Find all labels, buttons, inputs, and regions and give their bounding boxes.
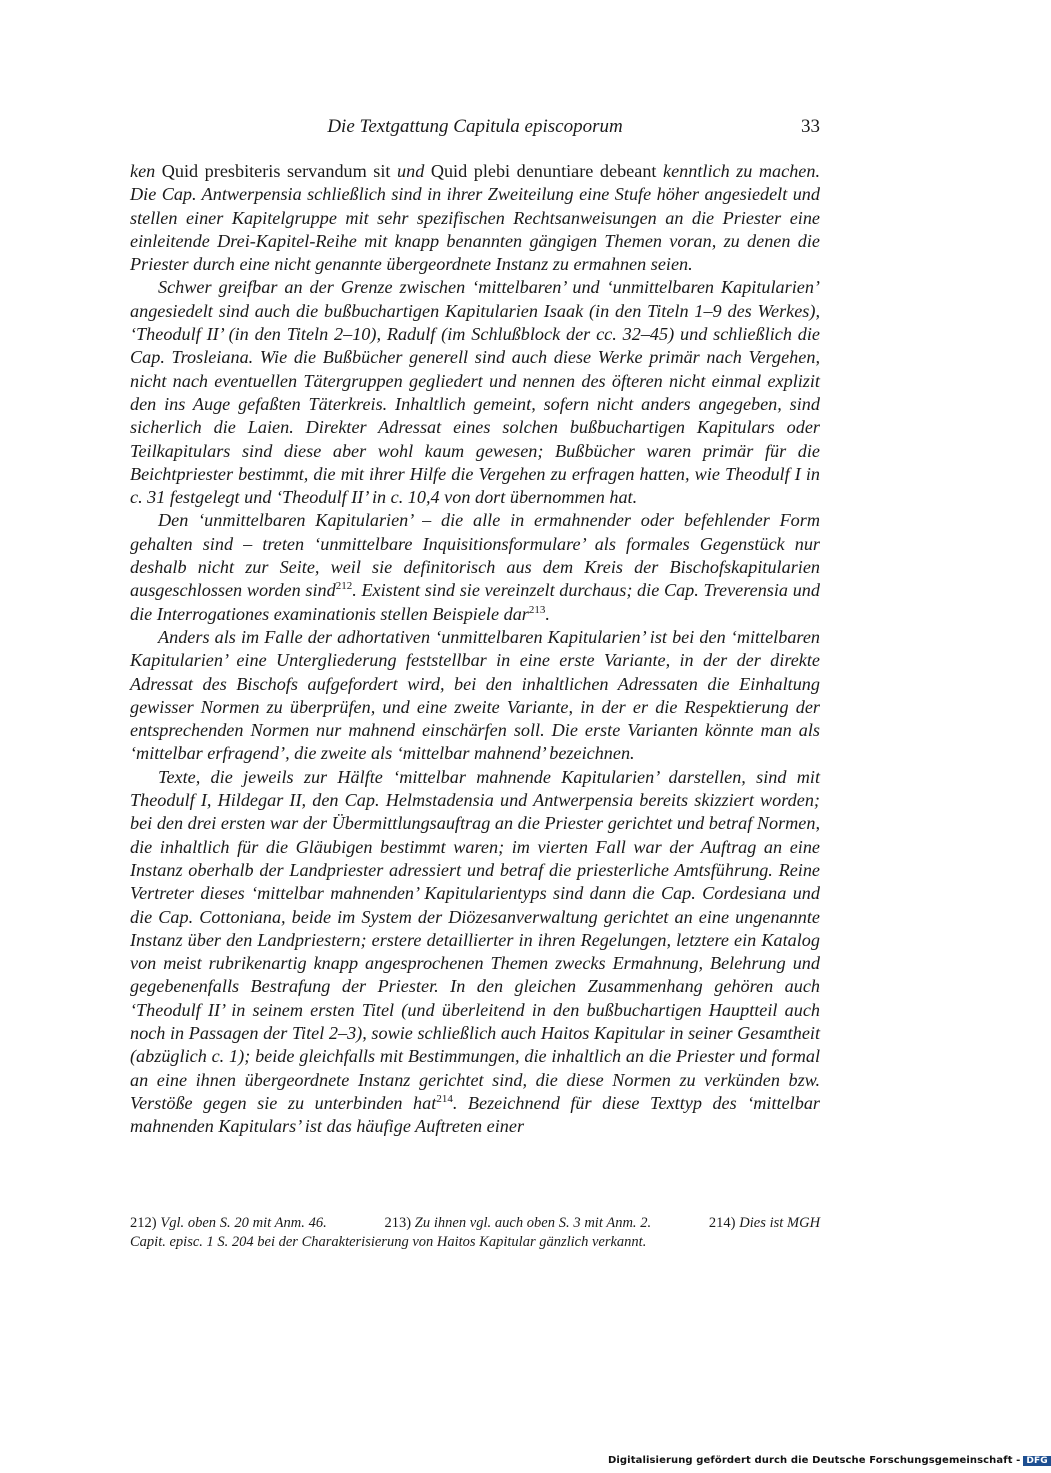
- text-run: Quid presbiteris servandum sit: [155, 161, 398, 181]
- paragraph: [130, 160, 820, 276]
- text-run: Quid plebi denuntiare debeant: [424, 161, 663, 181]
- footnotes: [130, 1214, 820, 1252]
- text-run: kenntlich zu machen. Die Cap. Antwerpensia schließlich sind in ihrer Zweiteilung eine Stufe höher angesiedelt und stellen einer Kapitelgruppe mit sehr spezifischen Rechtsanweisungen an die Priester eine einleitende Drei-Kapitel-Reihe mit knapp benannten gängigen Themen voran, zu denen die Priester durch eine nicht genannte übergeordnete Instanz zu ermahnen seien.: [130, 161, 820, 275]
- text-run: .: [545, 603, 550, 624]
- paragraph: [130, 509, 820, 625]
- body-text: [130, 160, 820, 1138]
- footnote-text: Zu ihnen vgl. auch oben S. 3 mit Anm. 2.: [414, 1215, 652, 1231]
- text-run: Anders als im Falle der adhortativen ‘unmittelbaren Kapitularien’ ist bei den ‘mittelbaren Kapitularien’ eine Untergliederung feststellbar in eine erste Variante, in der der direkte Adressat des Bischofs aufgefordert wird, bei den inhaltlichen Adressaten die Einhaltung gewisser Normen zu überprüfen, und eine zweite Variante, in der er die Respektierung der entsprechenden Normen nur mahnend einschärfen soll. Die erste Varianten könnte man als ‘mittelbar erfragend’, die zweite als ‘mittelbar mahnend’ bezeichnen.: [130, 626, 820, 764]
- footnote-ref: 213: [528, 603, 546, 616]
- paragraph: [130, 626, 820, 766]
- text-run: Den ‘unmittelbaren Kapitularien’ – die alle in ermahnender oder befehlender Form gehalten sind – treten ‘unmittelbare Inquisitionsformulare’ als formales Gegenstück nur deshalb nicht zur Seite, weil sie definitorisch aus dem Kreis der Bischofskapitularien ausgeschlossen worden sind: [130, 510, 820, 601]
- text-run: Texte, die jeweils zur Hälfte ‘mittelbar mahnende Kapitularien’ darstellen, sind mit Theodulf I, Hildegar II, den Cap. Helmstadensia und Antwerpensia bereits skizziert worden; bei den drei ersten war der Übermittlungsauftrag an die Priester gerichtet und betraf Normen, die inhaltlich für die Gläubigen bestimmt waren; im vierten Fall war der Auftrag an eine Instanz oberhalb der Landpriester adressiert und betraf die priesterliche Amtsführung. Reine Vertreter dieses ‘mittelbar mahnenden’ Kapitularientyps sind dann die Cap. Cordesiana und die Cap. Cottoniana, beide im System der Diözesanverwaltung gerichtet an eine ungenannte Instanz über den Landpriestern; erstere detaillierter in ihren Regelungen, letztere ein Katalog von meist rubrikenartig knapp angesprochenen Themen zwecks Ermahnung, Belehrung und gegebenenfalls Bestrafung der Priester. In den gleichen Zusammenhang gehören auch ‘Theodulf II’ in seinem ersten Titel (und überleitend in den bußbuchartigen Hauptteil auch noch in Passagen der Titel 2–3), sowie schließlich auch Haitos Kapitular in seiner Gesamtheit (abzüglich c. 1); beide gleichfalls mit Bestimmungen, die inhaltlich an die Priester und formal an eine ihnen übergeordnete Instanz gerichtet sind, die diese Normen zu verkünden bzw. Verstöße gegen sie zu unterbinden hat: [130, 766, 820, 1113]
- text-run: und: [397, 161, 425, 181]
- text-run: Schwer greifbar an der Grenze zwischen ‘mittelbaren’ und ‘unmittelbaren Kapitularien’ angesiedelt sind auch die bußbuchartigen Kapitularien Isaak (in den Titeln 1–9 des Werkes), ‘Theodulf II’ (in den Titeln 2–10), Radulf (im Schlußblock der cc. 32–45) und schließlich die Cap. Trosleiana. Wie die Bußbücher generell sind auch diese Werke primär nach Vergehen, nicht nach eventuellen Tätergruppen gegliedert und nennen des öfteren nicht einmal explizit den ins Auge gefaßten Täterkreis. Inhaltlich gemeint, sofern nicht anders angegeben, sind sicherlich die Laien. Direkter Adressat eines solchen bußbuchartigen Kapitulars oder Teilkapitulars sind diese aber wohl kaum gewesen; Bußbücher waren primär für die Beichtpriester bestimmt, die mit ihrer Hilfe die Vergehen zu erfragen hatten, wie Theodulf I in c. 31 festgelegt und ‘Theodulf II’ in c. 10,4 von dort übernommen hat.: [130, 277, 820, 508]
- running-title: Die Textgattung Capitula episcoporum: [327, 116, 623, 137]
- footnote-ref: 212: [335, 580, 353, 593]
- footnote-ref: 214: [436, 1092, 453, 1105]
- text-run: ken: [130, 161, 156, 181]
- footnote-text: Vgl. oben S. 20 mit Anm. 46.: [160, 1215, 327, 1231]
- footnote-number: 213): [384, 1215, 412, 1231]
- footnote-number: 212): [130, 1215, 157, 1231]
- page-number: 33: [801, 116, 820, 137]
- footnote-number: 214): [708, 1215, 736, 1231]
- paragraph: [130, 766, 820, 1139]
- footnote-text: Dies ist MGH Capit. episc. 1 S. 204 bei der Charakterisierung von Haitos Kapitular gänzlich verkannt.: [130, 1215, 821, 1250]
- text-run: . Bezeichnend für diese Texttyp des ‘mittelbar mahnenden Kapitulars’ ist das häufige Auftreten einer: [130, 1092, 820, 1137]
- paragraph: [130, 276, 820, 509]
- page-header: [130, 116, 820, 142]
- funding-notice: Digitalisierung gefördert durch die Deutsche Forschungsgemeinschaft -: [608, 1455, 1021, 1466]
- digitization-notice: [608, 1455, 1051, 1466]
- dfg-logo: DFG: [1023, 1456, 1050, 1466]
- text-run: . Existent sind sie vereinzelt durchaus; die Cap. Treverensia und die Interrogationes examinationis stellen Beispiele dar: [130, 580, 820, 624]
